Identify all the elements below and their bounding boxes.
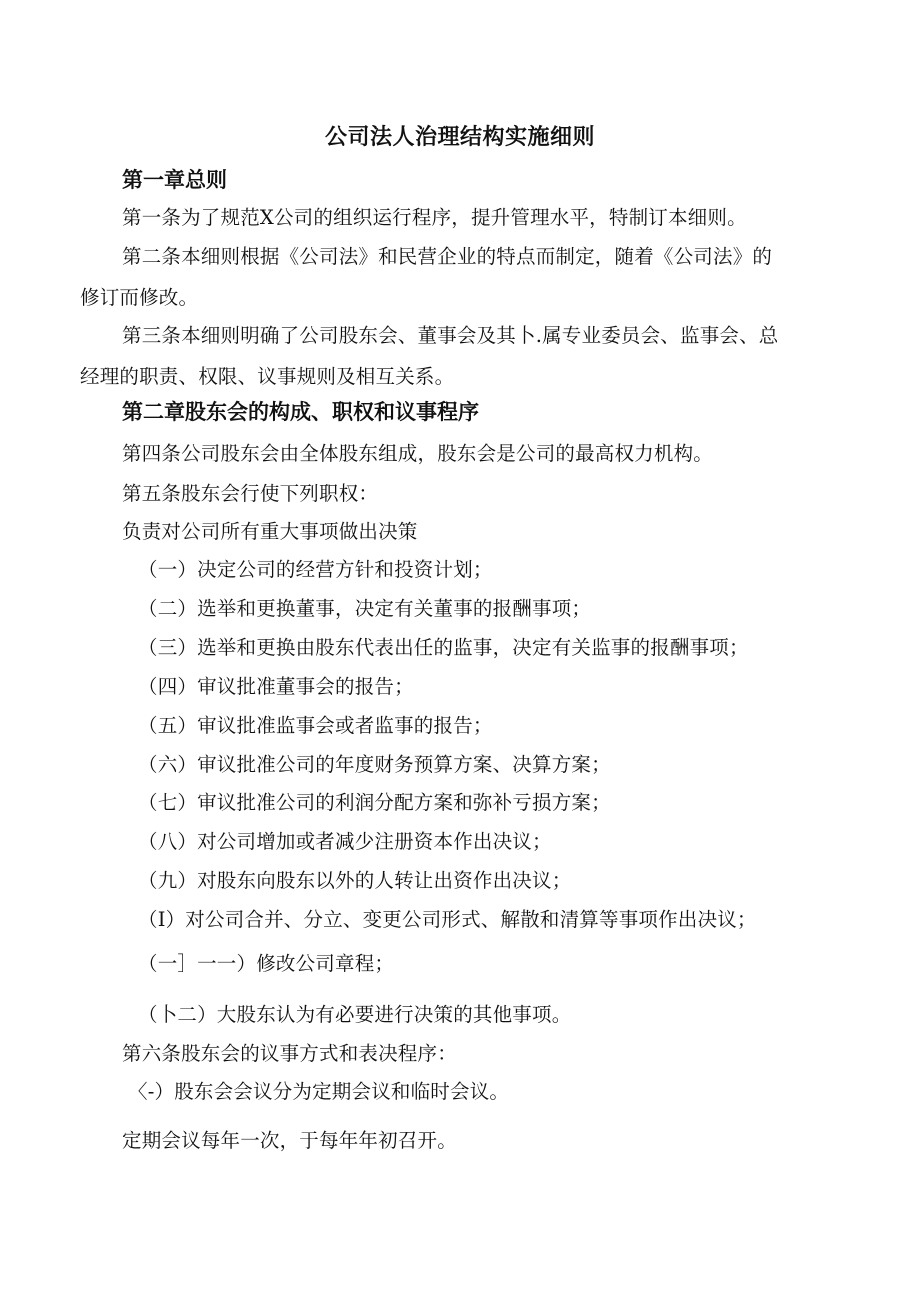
list-item: （二）选举和更换董事，决定有关董事的报酬事项； bbox=[138, 597, 592, 620]
list-item: （六）审议批准公司的年度财务预算方案、决算方案； bbox=[138, 753, 611, 776]
article-6-note: 定期会议每年一次，于每年年初召开。 bbox=[122, 1129, 457, 1152]
list-item: （一］一一）修改公司章程； bbox=[138, 952, 395, 975]
chapter-1-heading: 第一章总则 bbox=[122, 168, 227, 192]
list-item: （八）对公司增加或者减少注册资本作出决议； bbox=[138, 830, 552, 853]
list-item: （七）审议批准公司的利润分配方案和弥补亏损方案； bbox=[138, 791, 611, 814]
article-3-line-2: 经理的职责、权限、议事规则及相互关系。 bbox=[80, 365, 455, 388]
article-5: 第五条股东会行使下列职权： bbox=[122, 482, 379, 505]
article-2-line-1: 第二条本细则根据《公司法》和民营企业的特点而制定，随着《公司法》的 bbox=[122, 245, 773, 268]
list-item: （三）选举和更换由股东代表出任的监事，决定有关监事的报酬事项； bbox=[138, 636, 749, 659]
list-item: （一）决定公司的经营方针和投资计划； bbox=[138, 558, 493, 581]
list-item: （五）审议批准监事会或者监事的报告； bbox=[138, 714, 493, 737]
article-4: 第四条公司股东会由全体股东组成，股东会是公司的最高权力机构。 bbox=[122, 442, 714, 465]
list-item: （九）对股东向股东以外的人转让出资作出决议； bbox=[138, 869, 572, 892]
article-6: 第六条股东会的议事方式和表决程序： bbox=[122, 1042, 457, 1065]
article-6-item-1: 〈-）股东会会议分为定期会议和临时会议。 bbox=[128, 1080, 510, 1103]
list-item: （卜二）大股东认为有必要进行决策的其他事项。 bbox=[138, 1003, 572, 1026]
article-3-line-1: 第三条本细则明确了公司股东会、董事会及其卜.属专业委员会、监事会、总 bbox=[122, 324, 779, 347]
article-2-line-2: 修订而修改。 bbox=[80, 286, 199, 309]
list-item: （四）审议批准董事会的报告； bbox=[138, 675, 414, 698]
document-title: 公司法人治理结构实施细则 bbox=[324, 125, 595, 150]
article-1: 第一条为了规范X公司的组织运行程序，提升管理水平，特制订本细则。 bbox=[122, 206, 747, 229]
chapter-2-heading: 第二章股东会的构成、职权和议事程序 bbox=[122, 400, 479, 424]
article-5-intro: 负责对公司所有重大事项做出决策 bbox=[122, 520, 418, 543]
list-item: （I）对公司合并、分立、变更公司形式、解散和清算等事项作出决议； bbox=[138, 908, 757, 931]
